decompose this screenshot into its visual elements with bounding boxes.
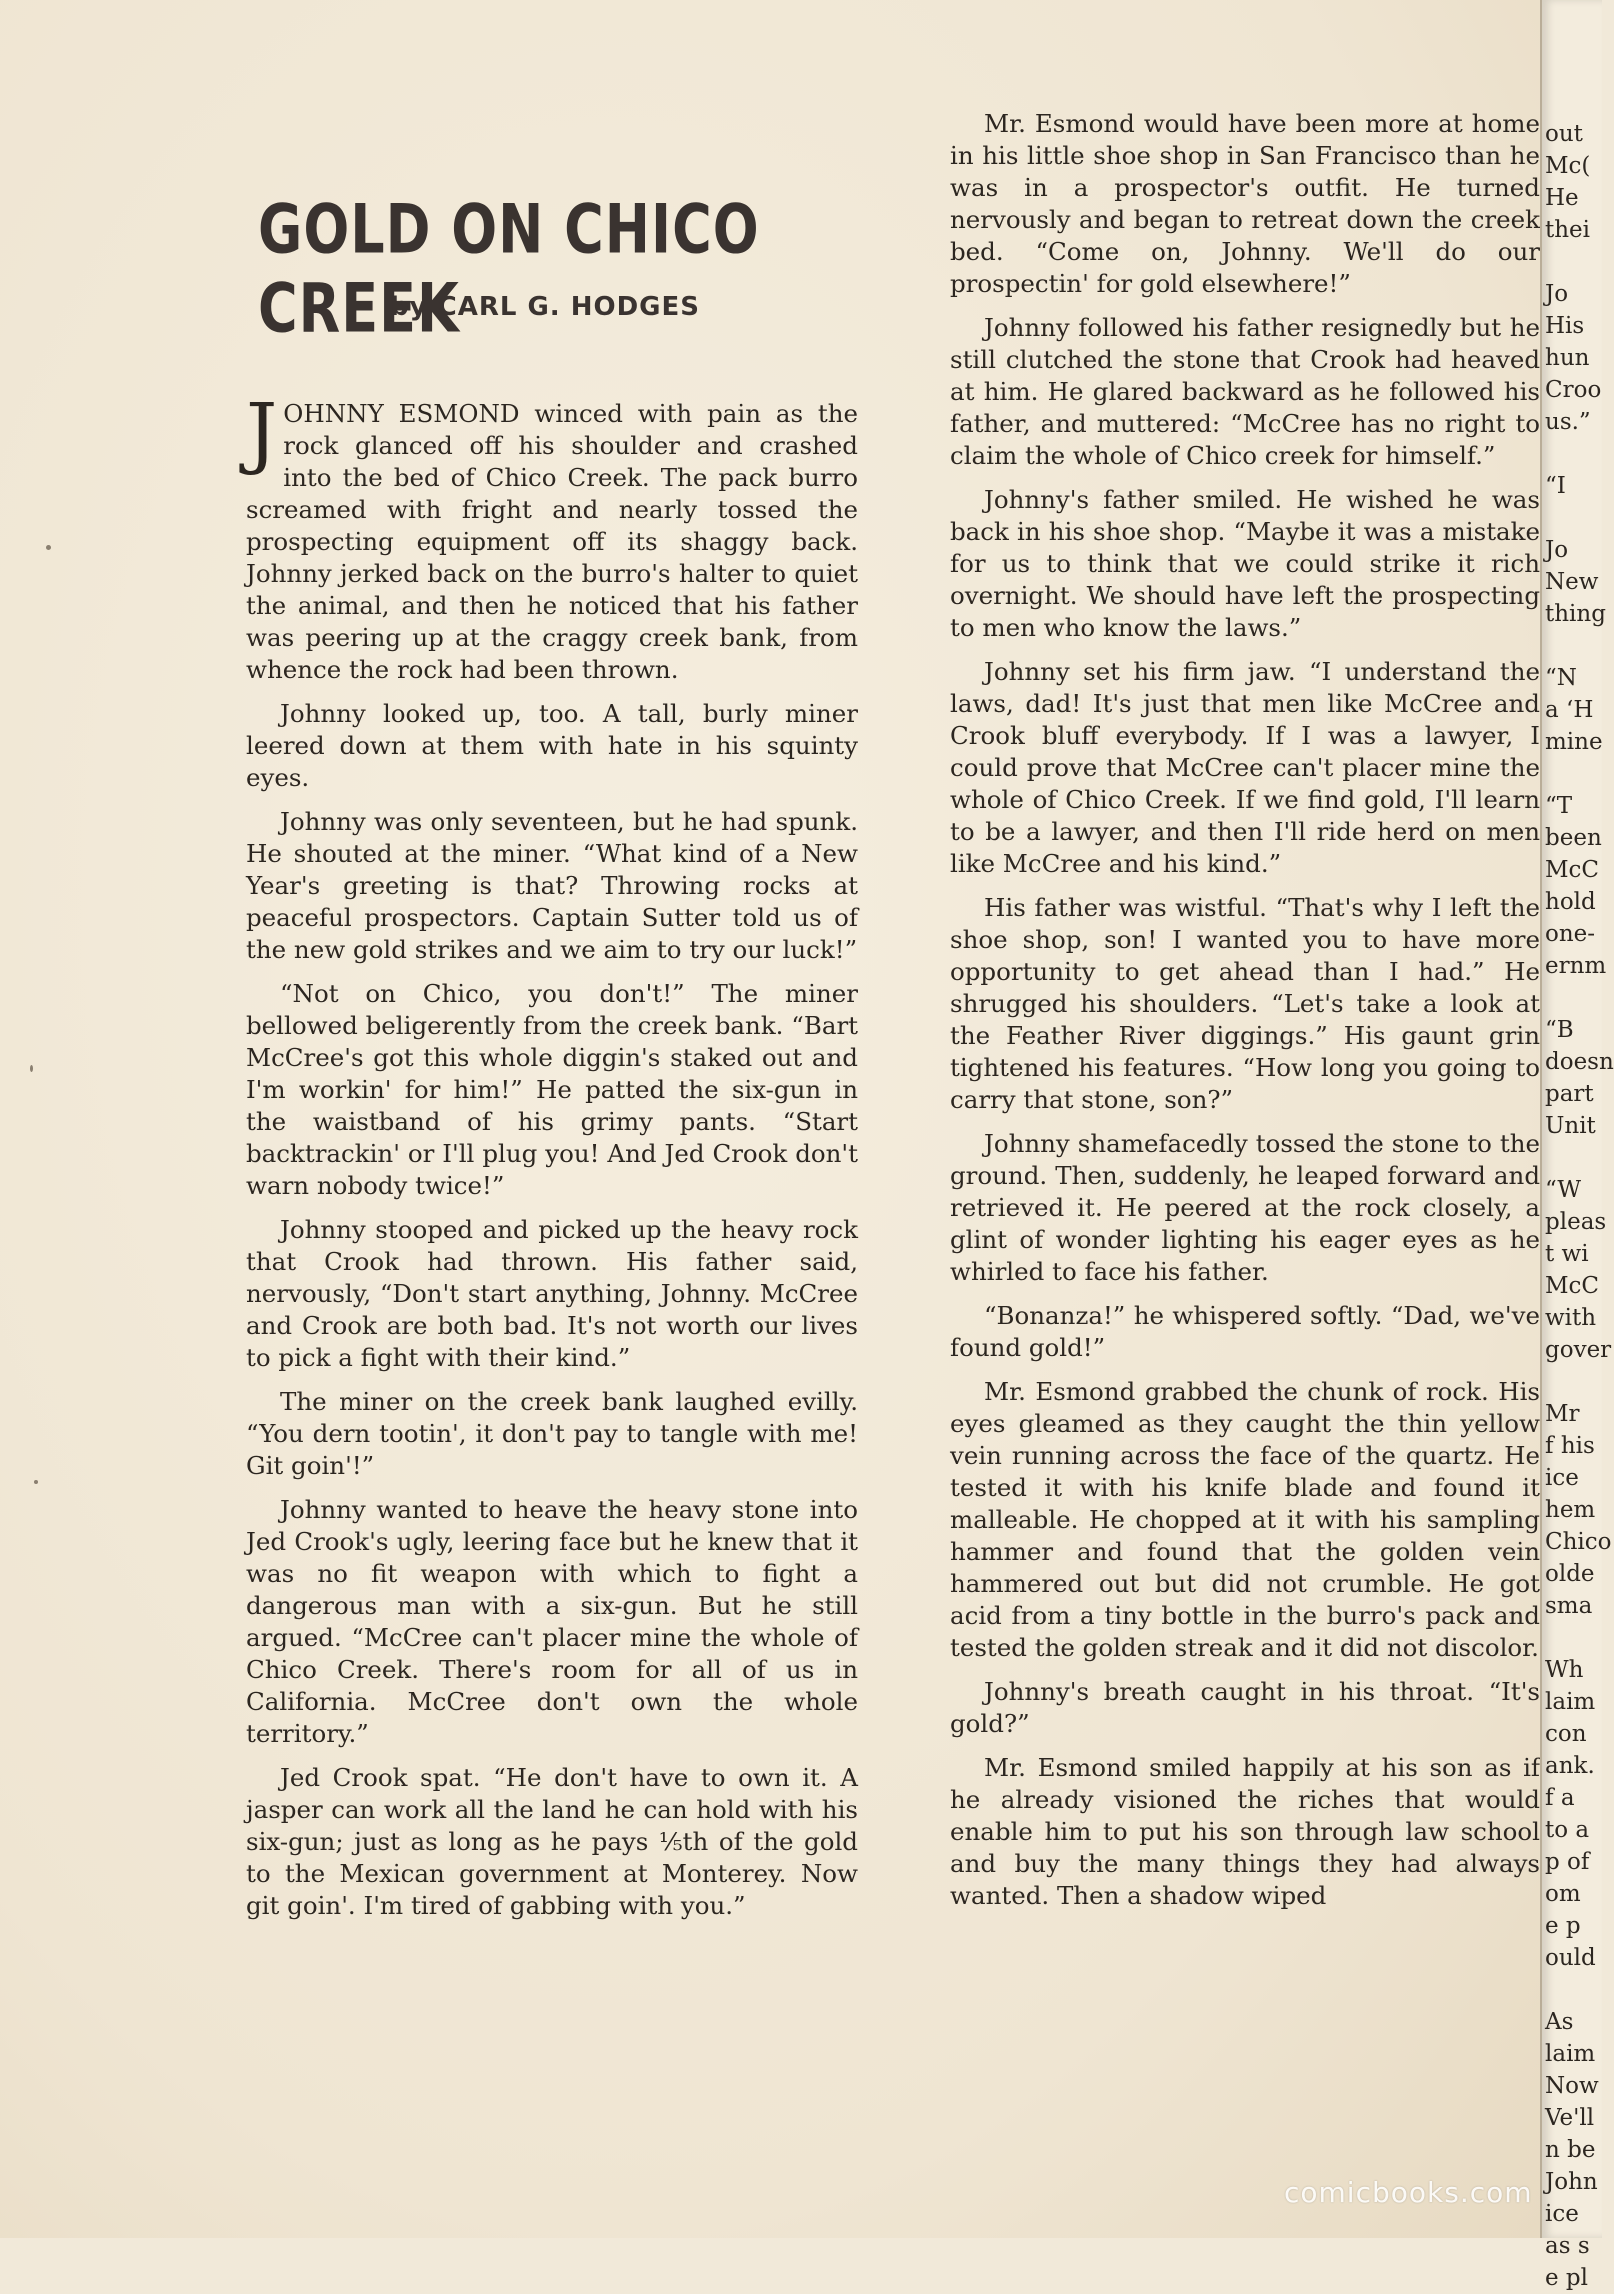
edge-fragment: sma xyxy=(1545,1593,1593,1619)
edge-fragment: ank. xyxy=(1545,1753,1595,1779)
edge-fragment: “W xyxy=(1545,1177,1582,1203)
edge-fragment: “B xyxy=(1545,1017,1574,1043)
edge-fragment: out xyxy=(1545,121,1583,147)
edge-text-block xyxy=(1542,118,1614,2294)
edge-fragment: Now xyxy=(1545,2073,1599,2099)
edge-fragment: John xyxy=(1545,2169,1598,2195)
edge-fragment: As xyxy=(1545,2009,1574,2035)
edge-fragment: hem xyxy=(1545,1497,1596,1523)
paragraph: Mr. Esmond smiled happily at his son as if he already visioned the riches that would enable him to put his son through law school and buy the many things they had always wanted. Then a shadow wiped xyxy=(950,1753,1540,1910)
edge-fragment: Ve'll xyxy=(1545,2105,1595,2131)
edge-fragment: Unit xyxy=(1545,1113,1596,1139)
edge-fragment: pleas xyxy=(1545,1209,1607,1235)
edge-fragment: f his xyxy=(1545,1433,1595,1459)
edge-fragment: Wh xyxy=(1545,1657,1584,1683)
paragraph: Johnny shamefacedly tossed the stone to the ground. Then, suddenly, he leaped forward and retrieved it. He peered at the rock closely, a glint of wonder lighting his eager eyes as he whirled to face his father. xyxy=(950,1129,1540,1286)
edge-fragment: to a xyxy=(1545,1817,1590,1843)
paper-speck xyxy=(30,1065,33,1072)
paragraph: The miner on the creek bank laughed evilly. “You dern tootin', it don't pay to tangle with me! Git goin'!” xyxy=(246,1387,858,1480)
edge-fragment xyxy=(1542,246,1602,278)
edge-fragment: New xyxy=(1545,569,1599,595)
adjacent-page-edge xyxy=(1540,0,1614,2291)
column-right xyxy=(950,108,1540,1924)
paragraph-text: OHNNY ESMOND winced with pain as the rock glanced off his shoulder and crashed into the bed of Chico Creek. The pack burro screamed with fright and nearly tossed the prospecting equipment off its shaggy back. Johnny jerked back on the burro's halter to quiet the animal, and then he noticed that his father was peering up at the craggy creek bank, from whence the rock had been thrown. xyxy=(246,399,858,684)
edge-fragment xyxy=(1542,1622,1602,1654)
edge-fragment xyxy=(1542,1366,1602,1398)
edge-fragment xyxy=(1542,1142,1602,1174)
edge-fragment: McC xyxy=(1545,1273,1600,1299)
edge-fragment: Chico xyxy=(1545,1529,1612,1555)
edge-fragment: His xyxy=(1545,313,1585,339)
edge-fragment: hun xyxy=(1545,345,1590,371)
edge-fragment: laim xyxy=(1545,2041,1596,2067)
edge-fragment: He xyxy=(1545,185,1579,211)
edge-fragment: us.” xyxy=(1545,409,1591,435)
edge-fragment: McC xyxy=(1545,857,1600,883)
edge-fragment: mine xyxy=(1545,729,1603,755)
story-byline: by CARL G. HODGES xyxy=(390,292,700,322)
edge-fragment: ernm xyxy=(1545,953,1607,979)
edge-fragment: “I xyxy=(1545,473,1566,499)
paragraph: Johnny stooped and picked up the heavy rock that Crook had thrown. His father said, nervously, “Don't start anything, Johnny. McCree and Crook are both bad. It's not worth our lives to pick a fight with their kind.” xyxy=(246,1215,858,1372)
edge-fragment: one- xyxy=(1545,921,1596,947)
edge-fragment: f a xyxy=(1545,1785,1575,1811)
edge-fragment: con xyxy=(1545,1721,1587,1747)
edge-fragment: ice xyxy=(1545,2201,1579,2227)
paragraph: Johnny's father smiled. He wished he was back in his shoe shop. “Maybe it was a mistake for us to think that we could strike it rich overnight. We should have left the prospecting to men who know the laws.” xyxy=(950,485,1540,642)
edge-fragment: hold xyxy=(1545,889,1596,915)
edge-fragment xyxy=(1542,438,1602,470)
paragraph: “Bonanza!” he whispered softly. “Dad, we've found gold!” xyxy=(950,1301,1540,1362)
edge-fragment: doesn xyxy=(1545,1049,1614,1075)
edge-fragment: Croo xyxy=(1545,377,1602,403)
edge-fragment: thing xyxy=(1545,601,1606,627)
edge-fragment: thei xyxy=(1545,217,1591,243)
paragraph: Johnny wanted to heave the heavy stone into Jed Crook's ugly, leering face but he knew that it was no fit weapon with which to fight a dangerous man with a six-gun. But he still argued. “McCree can't placer mine the whole of Chico Creek. There's room for all of us in California. McCree don't own the whole territory.” xyxy=(246,1495,858,1748)
edge-fragment: “N xyxy=(1545,665,1577,691)
edge-fragment xyxy=(1542,758,1602,790)
edge-fragment xyxy=(1542,1974,1602,2006)
paragraph: Mr. Esmond would have been more at home in his little shoe shop in San Francisco than he was in a prospector's outfit. He turned nervously and began to retreat down the creek bed. “Come on, Johnny. We'll do our prospectin' for gold elsewhere!” xyxy=(950,109,1540,298)
edge-fragment: Mc( xyxy=(1545,153,1591,179)
edge-fragment: “T xyxy=(1545,793,1573,819)
paragraph: Johnny set his firm jaw. “I understand the laws, dad! It's just that men like McCree and Crook bluff everybody. If I was a lawyer, I could prove that McCree can't placer mine the whole of Chico Creek. If we find gold, I'll learn to be a lawyer, and then I'll ride herd on men like McCree and his kind.” xyxy=(950,657,1540,878)
edge-fragment: n be xyxy=(1545,2137,1596,2163)
edge-fragment: Jo xyxy=(1545,537,1569,563)
edge-fragment xyxy=(1542,502,1602,534)
watermark: comicbooks.com xyxy=(1284,2176,1533,2209)
paragraph: Johnny looked up, too. A tall, burly miner leered down at them with hate in his squinty eyes. xyxy=(246,699,858,792)
edge-fragment: p of xyxy=(1545,1849,1590,1875)
paragraph: His father was wistful. “That's why I left the shoe shop, son! I wanted you to have more opportunity to get ahead than I had.” He shrugged his shoulders. “Let's take a look at the Feather River diggings.” His gaunt grin tightened his features. “How long you going to carry that stone, son?” xyxy=(950,893,1540,1114)
edge-fragment: olde xyxy=(1545,1561,1595,1587)
edge-fragment: ice xyxy=(1545,1465,1579,1491)
edge-fragment: with xyxy=(1545,1305,1597,1331)
column-left xyxy=(246,388,858,1934)
edge-fragment: e p xyxy=(1545,1913,1581,1939)
paragraph: Mr. Esmond grabbed the chunk of rock. His eyes gleamed as they caught the thin yellow vein running across the face of the quartz. He tested it with his knife blade and found it malleable. He chopped at it with his sampling hammer and found that the golden vein hammered out but did not crumble. He got acid from a tiny bottle in the burro's pack and tested the golden streak and it did not discolor. xyxy=(950,1377,1540,1662)
edge-fragment: Mr xyxy=(1545,1401,1580,1427)
story-title: GOLD ON CHICO CREEK xyxy=(258,190,760,348)
edge-fragment: as s xyxy=(1545,2233,1590,2259)
paragraph: Jed Crook spat. “He don't have to own it. A jasper can work all the land he can hold with his six-gun; just as long as he pays ⅕th of the gold to the Mexican government at Monterey. Now git goin'. I'm tired of gabbing with you.” xyxy=(246,1763,858,1920)
edge-fragment: ould xyxy=(1545,1945,1596,1971)
edge-fragment: a ‘H xyxy=(1545,697,1594,723)
edge-fragment xyxy=(1542,630,1602,662)
edge-fragment: been xyxy=(1545,825,1602,851)
edge-fragment: e pl xyxy=(1545,2265,1589,2291)
paragraph: Johnny followed his father resignedly but he still clutched the stone that Crook had heaved at him. He glared backward as he followed his father, and muttered: “McCree has no right to claim the whole of Chico creek for himself.” xyxy=(950,313,1540,470)
paper-speck xyxy=(34,1480,38,1484)
edge-fragment: gover xyxy=(1545,1337,1612,1363)
paper-speck xyxy=(46,545,51,550)
edge-fragment: t wi xyxy=(1545,1241,1589,1267)
paragraph: Johnny was only seventeen, but he had spunk. He shouted at the miner. “What kind of a New Year's greeting is that? Throwing rocks at peaceful prospectors. Captain Sutter told us of the new gold strikes and we aim to try our luck!” xyxy=(246,807,858,964)
edge-fragment: Jo xyxy=(1545,281,1569,307)
edge-fragment: om xyxy=(1545,1881,1581,1907)
drop-cap: J xyxy=(246,388,278,478)
paragraph xyxy=(246,388,858,686)
edge-fragment xyxy=(1542,982,1602,1014)
paragraph: Johnny's breath caught in his throat. “It's gold?” xyxy=(950,1677,1540,1738)
edge-fragment: laim xyxy=(1545,1689,1596,1715)
edge-fragment: part xyxy=(1545,1081,1594,1107)
paragraph: “Not on Chico, you don't!” The miner bellowed beligerently from the creek bank. “Bart McCree's got this whole diggin's staked out and I'm workin' for him!” He patted the six-gun in the waistband of his grimy pants. “Start backtrackin' or I'll plug you! And Jed Crook don't warn nobody twice!” xyxy=(246,979,858,1200)
